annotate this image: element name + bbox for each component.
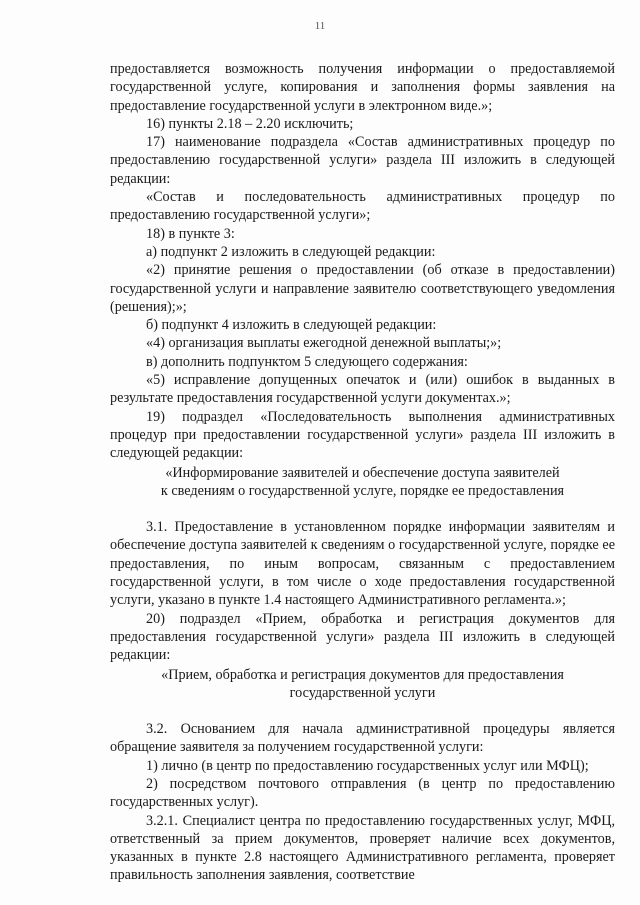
paragraph-9: «4) организация выплаты ежегодной денежной выплаты;»;	[146, 335, 502, 352]
spacer	[110, 702, 615, 720]
paragraph-13: 3.1. Предоставление в установленном порядке информации заявителям и обеспечение доступа заявителей к сведениям о государственной услуге, порядке ее предоставления, по иным вопросам, связанным с предоставлением государственной услуги, в том числе о ходе предоставления государственной услуги, указано в пункте 1.4 настоящего Административного регламента.»;	[110, 519, 615, 609]
subsection-heading-2-line-1: «Прием, обработка и регистрация документов для предоставления	[161, 666, 564, 683]
paragraph-1: предоставляется возможность получения информации о предоставляемой государственной услуге, копирования и заполнения формы заявления на предоставление государственной услуги в электронном виде.»;	[110, 61, 615, 114]
paragraph-7: «2) принятие решения о предоставлении (об отказе в предоставлении) государственной услуги и направление заявителю соответствующего уведомления (решения);»;	[110, 262, 615, 315]
subsection-heading-1-line-2: к сведениям о государственной услуге, порядке ее предоставления	[160, 482, 565, 499]
spacer	[110, 500, 615, 518]
paragraph-4: «Состав и последовательность административных процедур по предоставлению государственной услуги»;	[110, 189, 615, 224]
paragraph-12: 19) подраздел «Последовательность выполнения административных процедур при предоставлении государственной услуги» раздела III изложить в следующей редакции:	[110, 408, 615, 462]
page-number: 11	[314, 20, 326, 32]
paragraph-11: «5) исправление допущенных опечаток и (или) ошибок в выданных в результате предоставления государственной услуги документах.»;	[110, 372, 615, 407]
paragraph-8: б) подпункт 4 изложить в следующей редакции:	[146, 317, 437, 334]
paragraph-3: 17) наименование подраздела «Состав административных процедур по предоставлению государственной услуги» раздела III изложить в следующей редакции:	[110, 134, 615, 187]
paragraph-10: в) дополнить подпунктом 5 следующего содержания:	[146, 353, 468, 370]
paragraph-5: 18) в пункте 3:	[146, 225, 235, 242]
document-body	[110, 60, 615, 885]
subsection-heading-1-line-1: «Информирование заявителей и обеспечение доступа заявителей	[165, 464, 560, 481]
paragraph-6: а) подпункт 2 изложить в следующей редакции:	[146, 243, 436, 260]
paragraph-18: 3.2.1. Специалист центра по предоставлению государственных услуг, МФЦ, ответственный за прием документов, проверяет наличие всех документов, указанных в пункте 2.8 настоящего Административного регламента, проверяет правильность заполнения заявления, соответствие	[110, 812, 615, 884]
subsection-heading-2-line-2: государственной услуги	[289, 684, 436, 701]
paragraph-2: 16) пункты 2.18 – 2.20 исключить;	[146, 115, 354, 132]
paragraph-15: 3.2. Основанием для начала административной процедуры является обращение заявителя за получением государственной услуги:	[110, 721, 615, 756]
paragraph-17: 2) посредством почтового отправления (в центр по предоставлению государственных услуг).	[110, 775, 615, 811]
paragraph-16: 1) лично (в центр по предоставлению государственных услуг или МФЦ);	[146, 757, 589, 774]
paragraph-14: 20) подраздел «Прием, обработка и регистрация документов для предоставления государственной услуги» раздела III изложить в следующей редакции:	[110, 610, 615, 664]
